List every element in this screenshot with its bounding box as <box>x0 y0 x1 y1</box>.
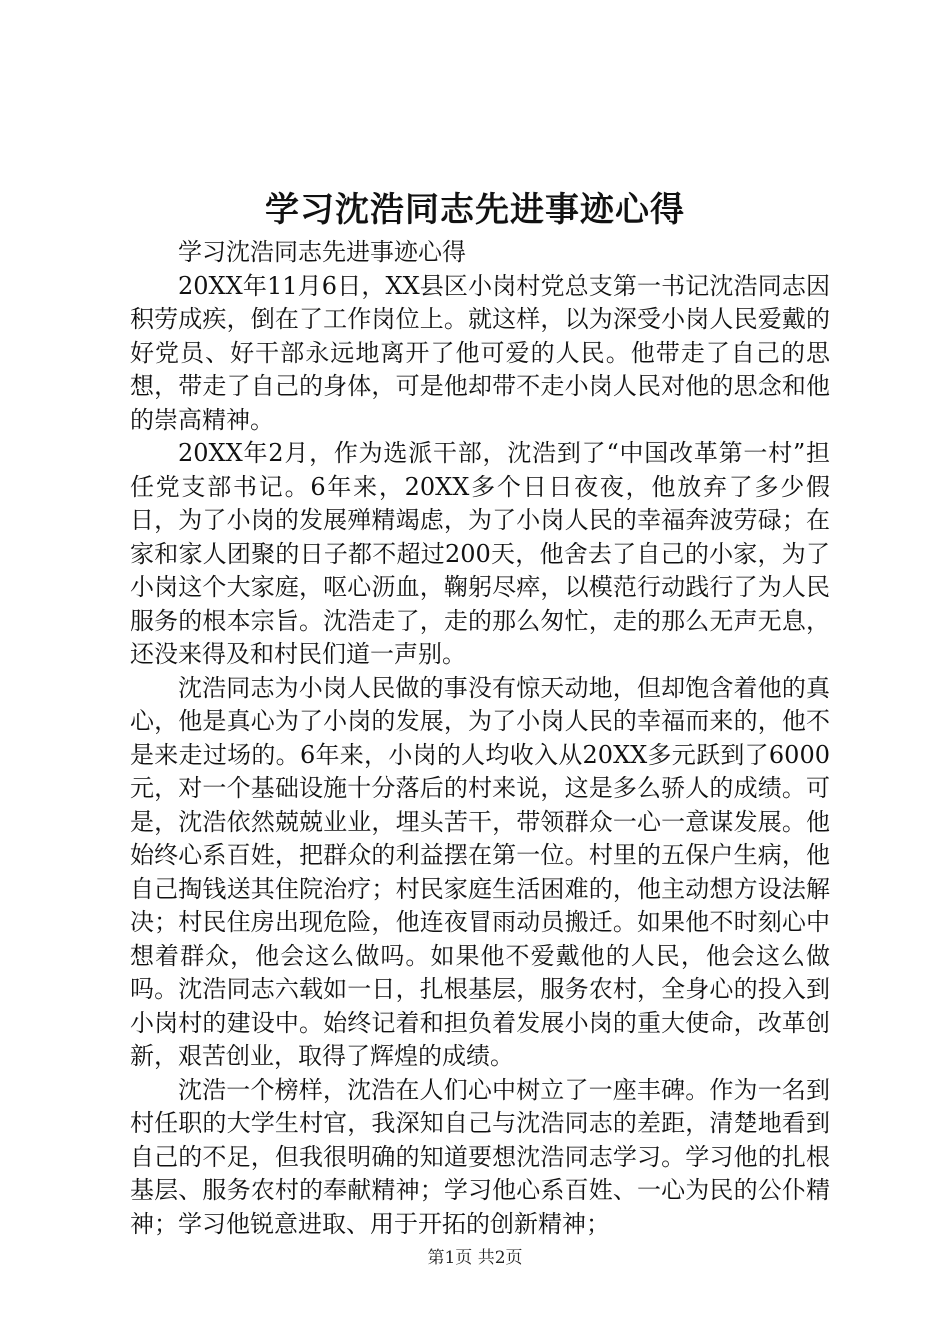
paragraph: 沈浩同志为小岗人民做的事没有惊天动地，但却饱含着他的真心，他是真心为了小岗的发展，为了小岗人民的幸福而来的，他不是来走过场的。6年来，小岗的人均收入从20XX多元跃到了6000元，对一个基础设施十分落后的村来说，这是多么骄人的成绩。可是，沈浩依然兢兢业业，埋头苦干，带领群众一心一意谋发展。他始终心系百姓，把群众的利益摆在第一位。村里的五保户生病，他自己掏钱送其住院治疗；村民家庭生活困难的，他主动想方设法解决；村民住房出现危险，他连夜冒雨动员搬迁。如果他不时刻心中想着群众，他会这么做吗。如果他不爱戴他的人民，他会这么做吗。沈浩同志六载如一日，扎根基层，服务农村，全身心的投入到小岗村的建设中。始终记着和担负着发展小岗的重大使命，改革创新，艰苦创业，取得了辉煌的成绩。 <box>130 673 830 1070</box>
document-body <box>130 236 830 1241</box>
paragraph: 20XX年2月，作为选派干部，沈浩到了“中国改革第一村”担任党支部书记。6年来，20XX多个日日夜夜，他放弃了多少假日，为了小岗的发展殚精竭虑，为了小岗人民的幸福奔波劳碌；在家和家人团聚的日子都不超过200天，他舍去了自己的小家，为了小岗这个大家庭，呕心沥血，鞠躬尽瘁，以模范行动践行了为人民服务的根本宗旨。沈浩走了，走的那么匆忙，走的那么无声无息，还没来得及和村民们道一声别。 <box>130 439 830 668</box>
document-subtitle: 学习沈浩同志先进事迹心得 <box>178 238 466 266</box>
document-title: 学习沈浩同志先进事迹心得 <box>265 190 685 230</box>
page-number-footer: 第1页 共2页 <box>427 1248 523 1268</box>
paragraph: 20XX年11月6日，XX县区小岗村党总支第一书记沈浩同志因积劳成疾，倒在了工作岗位上。就这样，以为深受小岗人民爱戴的好党员、好干部永远地离开了他可爱的人民。他带走了自己的思想，带走了自己的身体，可是他却带不走小岗人民对他的思念和他的崇高精神。 <box>130 271 830 434</box>
paragraph: 沈浩一个榜样，沈浩在人们心中树立了一座丰碑。作为一名到村任职的大学生村官，我深知自己与沈浩同志的差距，清楚地看到自己的不足，但我很明确的知道要想沈浩同志学习。学习他的扎根基层、服务农村的奉献精神；学习他心系百姓、一心为民的公仆精神；学习他锐意进取、用于开拓的创新精神； <box>130 1075 830 1238</box>
